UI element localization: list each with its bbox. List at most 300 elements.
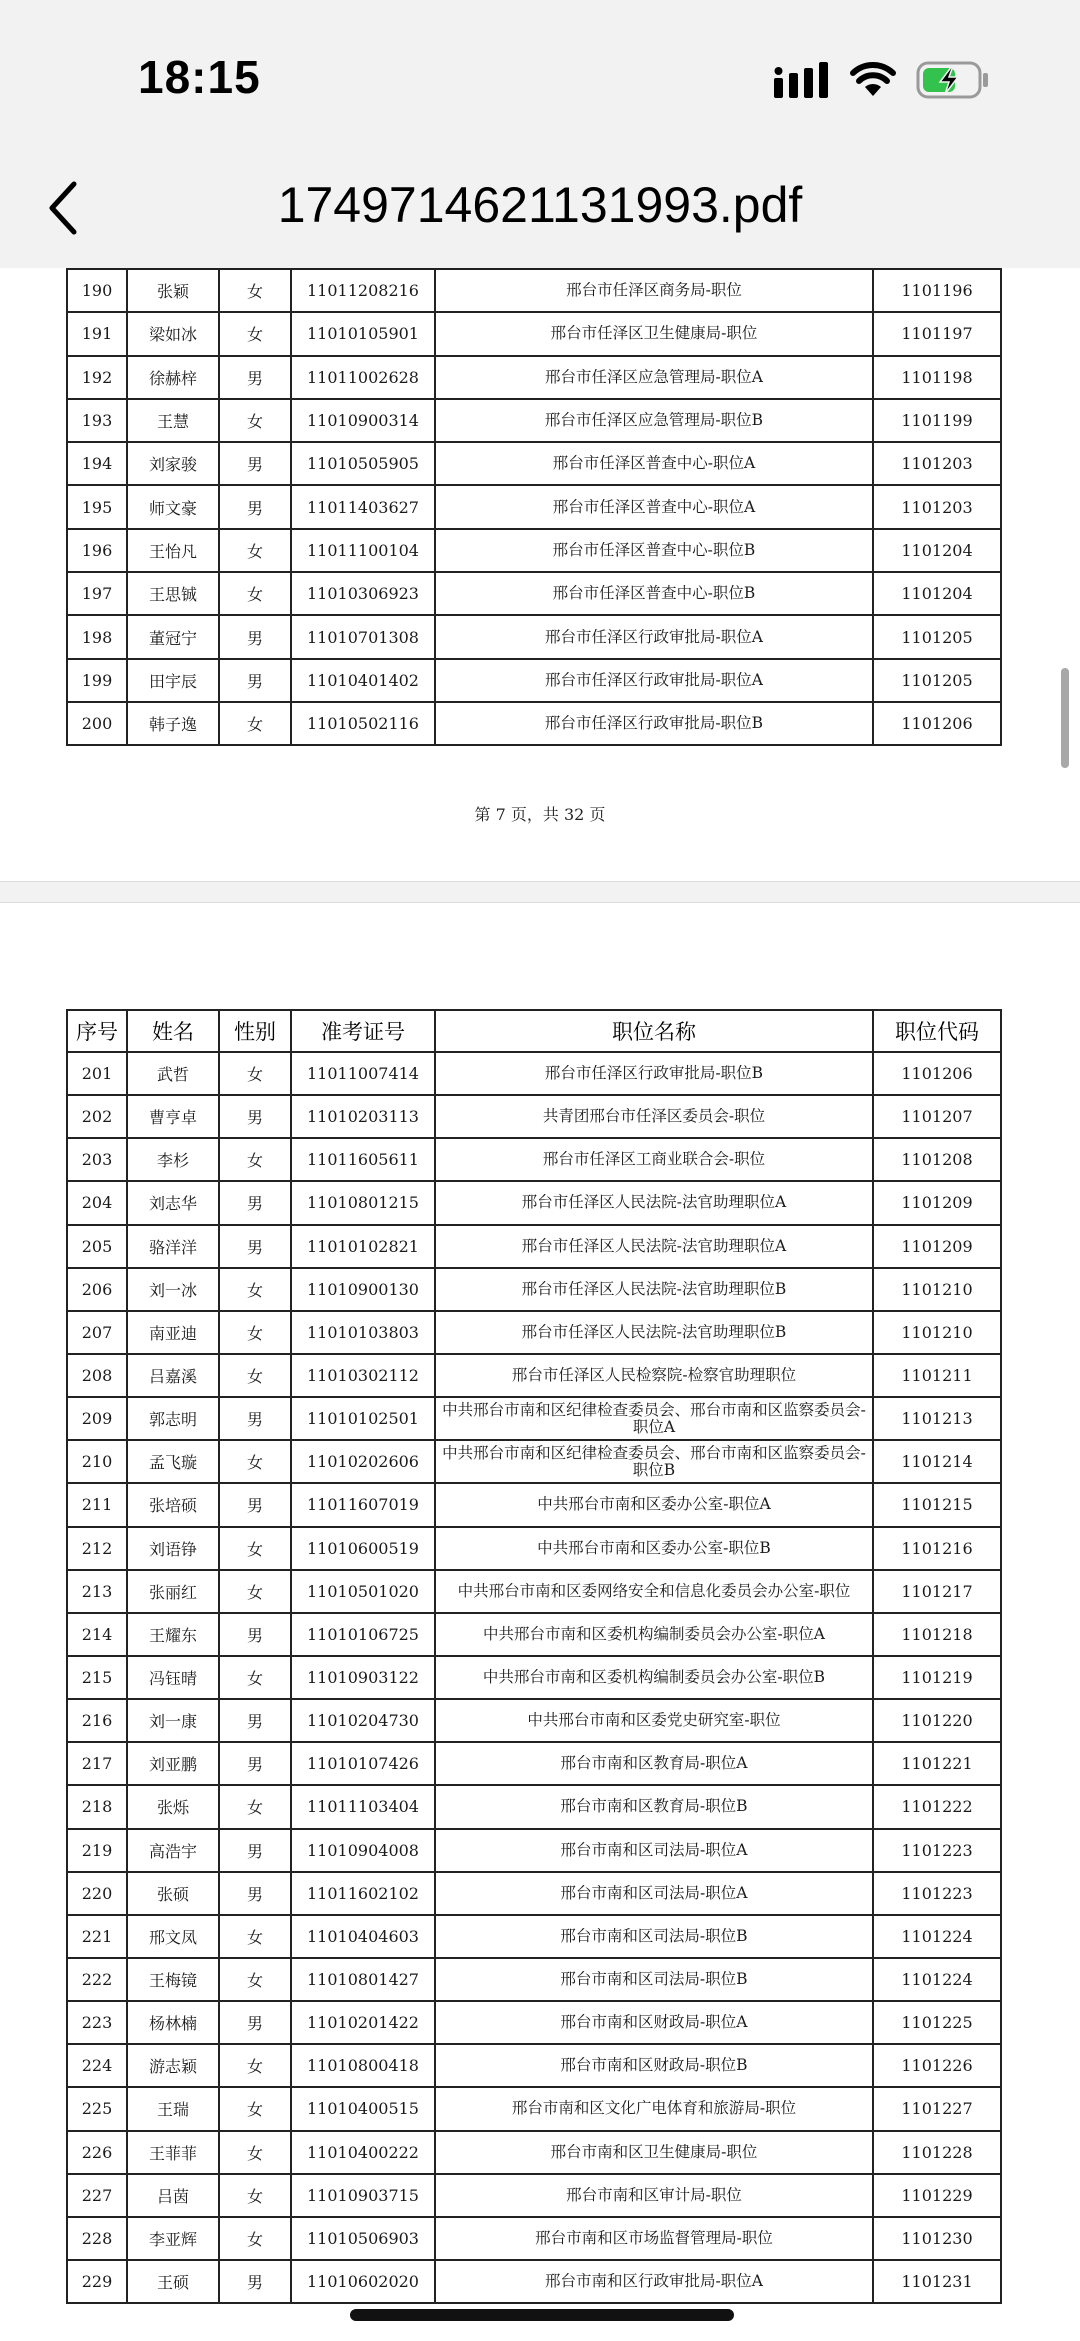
cell-position-name: 邢台市南和区行政审批局-职位A (435, 2260, 873, 2303)
cell-name: 郭志明 (127, 1397, 219, 1440)
cell-ticket-number: 11010701308 (291, 615, 435, 658)
cell-gender: 男 (219, 1613, 291, 1656)
cell-name: 张烁 (127, 1785, 219, 1828)
cell-gender: 女 (219, 312, 291, 355)
cell-position-name: 邢台市任泽区行政审批局-职位B (435, 1052, 873, 1095)
cell-position-code: 1101226 (873, 2044, 1001, 2087)
table-row (67, 615, 1001, 658)
cell-serial: 207 (67, 1311, 127, 1354)
app-header (0, 0, 1080, 268)
table-row (67, 1397, 1001, 1440)
cell-position-name: 中共邢台市南和区委办公室-职位A (435, 1483, 873, 1526)
cell-gender: 女 (219, 2044, 291, 2087)
cell-serial: 218 (67, 1785, 127, 1828)
table-row (67, 1656, 1001, 1699)
cell-ticket-number: 11010400515 (291, 2087, 435, 2130)
cell-name: 高浩宇 (127, 1829, 219, 1872)
table-row (67, 442, 1001, 485)
cell-serial: 214 (67, 1613, 127, 1656)
table-row (67, 1742, 1001, 1785)
cell-gender: 女 (219, 1958, 291, 2001)
cell-ticket-number: 11010903122 (291, 1656, 435, 1699)
cell-position-code: 1101209 (873, 1225, 1001, 1268)
cell-ticket-number: 11010106725 (291, 1613, 435, 1656)
cell-position-code: 1101231 (873, 2260, 1001, 2303)
cell-gender: 男 (219, 2001, 291, 2044)
cell-position-code: 1101199 (873, 399, 1001, 442)
cell-gender: 男 (219, 442, 291, 485)
cell-name: 刘语铮 (127, 1527, 219, 1570)
cell-ticket-number: 11011100104 (291, 529, 435, 572)
cell-name: 王怡凡 (127, 529, 219, 572)
cell-ticket-number: 11010506903 (291, 2217, 435, 2260)
table-row (67, 1483, 1001, 1526)
cell-serial: 224 (67, 2044, 127, 2087)
header-position-code: 职位代码 (873, 1010, 1001, 1052)
table-row (67, 1354, 1001, 1397)
table-row (67, 702, 1001, 745)
cell-gender: 女 (219, 2174, 291, 2217)
cell-ticket-number: 11010602020 (291, 2260, 435, 2303)
cell-ticket-number: 11010306923 (291, 572, 435, 615)
cell-gender: 男 (219, 659, 291, 702)
cell-position-name: 邢台市任泽区行政审批局-职位B (435, 702, 873, 745)
status-time: 18:15 (138, 51, 261, 103)
cell-ticket-number: 11010904008 (291, 1829, 435, 1872)
cell-position-name: 中共邢台市南和区纪律检查委员会、邢台市南和区监察委员会-职位A (435, 1397, 873, 1440)
cell-ticket-number: 11010107426 (291, 1742, 435, 1785)
cell-position-name: 邢台市南和区市场监督管理局-职位 (435, 2217, 873, 2260)
cell-name: 李杉 (127, 1138, 219, 1181)
cell-ticket-number: 11011403627 (291, 485, 435, 528)
table-header-row (67, 1010, 1001, 1052)
cell-position-code: 1101205 (873, 615, 1001, 658)
cell-ticket-number: 11010103803 (291, 1311, 435, 1354)
battery-charging-icon (916, 61, 990, 99)
cell-gender: 女 (219, 1354, 291, 1397)
cell-gender: 男 (219, 356, 291, 399)
cell-position-name: 邢台市任泽区行政审批局-职位A (435, 615, 873, 658)
cell-gender: 男 (219, 1829, 291, 1872)
cell-serial: 215 (67, 1656, 127, 1699)
cell-name: 南亚迪 (127, 1311, 219, 1354)
cell-name: 游志颖 (127, 2044, 219, 2087)
cell-position-name: 邢台市任泽区商务局-职位 (435, 269, 873, 312)
table-row (67, 1268, 1001, 1311)
cell-serial: 213 (67, 1570, 127, 1613)
cell-position-name: 邢台市任泽区人民法院-法官助理职位A (435, 1181, 873, 1224)
cell-position-code: 1101214 (873, 1440, 1001, 1483)
cell-position-code: 1101221 (873, 1742, 1001, 1785)
table-row (67, 1958, 1001, 2001)
cell-position-name: 邢台市任泽区普查中心-职位B (435, 529, 873, 572)
header-ticket-number: 准考证号 (291, 1010, 435, 1052)
cell-gender: 男 (219, 1742, 291, 1785)
cell-position-name: 邢台市任泽区普查中心-职位B (435, 572, 873, 615)
document-title: 1749714621131993.pdf (277, 177, 803, 233)
table-row (67, 399, 1001, 442)
cell-gender: 女 (219, 1440, 291, 1483)
cell-position-code: 1101228 (873, 2131, 1001, 2174)
cell-position-code: 1101216 (873, 1527, 1001, 1570)
cell-gender: 男 (219, 1483, 291, 1526)
cell-ticket-number: 11010801427 (291, 1958, 435, 2001)
cell-serial: 197 (67, 572, 127, 615)
cell-name: 梁如冰 (127, 312, 219, 355)
cell-gender: 女 (219, 1138, 291, 1181)
cell-ticket-number: 11010801215 (291, 1181, 435, 1224)
cell-serial: 203 (67, 1138, 127, 1181)
table-row (67, 1699, 1001, 1742)
cell-name: 徐赫梓 (127, 356, 219, 399)
cell-name: 刘志华 (127, 1181, 219, 1224)
cell-name: 田宇辰 (127, 659, 219, 702)
table-row (67, 312, 1001, 355)
cell-position-code: 1101219 (873, 1656, 1001, 1699)
cell-position-name: 邢台市任泽区人民法院-法官助理职位B (435, 1311, 873, 1354)
table-row (67, 1829, 1001, 1872)
cell-position-name: 邢台市南和区教育局-职位A (435, 1742, 873, 1785)
cell-serial: 200 (67, 702, 127, 745)
cell-ticket-number: 11010302112 (291, 1354, 435, 1397)
cell-ticket-number: 11010600519 (291, 1527, 435, 1570)
cell-ticket-number: 11010404603 (291, 1915, 435, 1958)
cell-gender: 女 (219, 269, 291, 312)
cell-name: 张硕 (127, 1872, 219, 1915)
cell-position-code: 1101224 (873, 1958, 1001, 2001)
cell-position-code: 1101203 (873, 442, 1001, 485)
cell-gender: 女 (219, 1268, 291, 1311)
table-row (67, 1095, 1001, 1138)
cell-serial: 228 (67, 2217, 127, 2260)
table-row (67, 659, 1001, 702)
cell-name: 刘亚鹏 (127, 1742, 219, 1785)
cell-gender: 女 (219, 529, 291, 572)
cell-gender: 男 (219, 1872, 291, 1915)
scroll-indicator[interactable] (1061, 668, 1069, 768)
cell-serial: 205 (67, 1225, 127, 1268)
table-row (67, 1440, 1001, 1483)
cell-gender: 女 (219, 1915, 291, 1958)
cell-name: 王梅镜 (127, 1958, 219, 2001)
cell-ticket-number: 11011002628 (291, 356, 435, 399)
cell-ticket-number: 11010102821 (291, 1225, 435, 1268)
cell-ticket-number: 11010502116 (291, 702, 435, 745)
cell-position-code: 1101223 (873, 1829, 1001, 1872)
cell-gender: 女 (219, 1527, 291, 1570)
cell-serial: 201 (67, 1052, 127, 1095)
cell-position-name: 共青团邢台市任泽区委员会-职位 (435, 1095, 873, 1138)
cell-position-name: 邢台市任泽区普查中心-职位A (435, 442, 873, 485)
table-row (67, 1785, 1001, 1828)
cell-ticket-number: 11011103404 (291, 1785, 435, 1828)
table-row (67, 2087, 1001, 2130)
cell-name: 孟飞璇 (127, 1440, 219, 1483)
table-row (67, 356, 1001, 399)
table-row (67, 2131, 1001, 2174)
cell-ticket-number: 11011605611 (291, 1138, 435, 1181)
cell-ticket-number: 11010204730 (291, 1699, 435, 1742)
cell-position-code: 1101213 (873, 1397, 1001, 1440)
cell-gender: 女 (219, 702, 291, 745)
table-row (67, 1138, 1001, 1181)
cell-serial: 212 (67, 1527, 127, 1570)
cell-position-code: 1101215 (873, 1483, 1001, 1526)
cell-serial: 211 (67, 1483, 127, 1526)
cell-position-code: 1101204 (873, 529, 1001, 572)
cell-position-name: 邢台市任泽区人民法院-法官助理职位B (435, 1268, 873, 1311)
cell-position-code: 1101211 (873, 1354, 1001, 1397)
cell-position-code: 1101223 (873, 1872, 1001, 1915)
cell-name: 王思铖 (127, 572, 219, 615)
candidate-table-page-7 (66, 268, 1002, 746)
table-row (67, 529, 1001, 572)
table-row (67, 1225, 1001, 1268)
cell-gender: 男 (219, 485, 291, 528)
cell-serial: 220 (67, 1872, 127, 1915)
cell-serial: 219 (67, 1829, 127, 1872)
header-name: 姓名 (127, 1010, 219, 1052)
cell-serial: 191 (67, 312, 127, 355)
cell-serial: 223 (67, 2001, 127, 2044)
table-row (67, 1052, 1001, 1095)
table-row (67, 1311, 1001, 1354)
cell-ticket-number: 11011208216 (291, 269, 435, 312)
cell-ticket-number: 11010401402 (291, 659, 435, 702)
cell-position-name: 邢台市任泽区人民法院-法官助理职位A (435, 1225, 873, 1268)
cell-ticket-number: 11010102501 (291, 1397, 435, 1440)
cell-gender: 女 (219, 2087, 291, 2130)
cell-name: 骆洋洋 (127, 1225, 219, 1268)
cell-name: 韩子逸 (127, 702, 219, 745)
cell-position-code: 1101224 (873, 1915, 1001, 1958)
cell-position-code: 1101225 (873, 2001, 1001, 2044)
cell-name: 李亚辉 (127, 2217, 219, 2260)
cell-position-name: 邢台市南和区文化广电体育和旅游局-职位 (435, 2087, 873, 2130)
cell-serial: 192 (67, 356, 127, 399)
wifi-icon (850, 62, 896, 98)
cell-gender: 女 (219, 399, 291, 442)
table-row (67, 572, 1001, 615)
candidate-table-page-8 (66, 1009, 1002, 2304)
cell-ticket-number: 11010900130 (291, 1268, 435, 1311)
cell-position-name: 邢台市南和区教育局-职位B (435, 1785, 873, 1828)
cell-name: 刘一冰 (127, 1268, 219, 1311)
cell-serial: 210 (67, 1440, 127, 1483)
cell-name: 杨林楠 (127, 2001, 219, 2044)
cell-serial: 209 (67, 1397, 127, 1440)
cell-position-code: 1101227 (873, 2087, 1001, 2130)
cell-position-name: 邢台市任泽区卫生健康局-职位 (435, 312, 873, 355)
cell-position-code: 1101217 (873, 1570, 1001, 1613)
table-row (67, 1570, 1001, 1613)
cell-position-code: 1101220 (873, 1699, 1001, 1742)
cell-position-code: 1101205 (873, 659, 1001, 702)
cell-position-code: 1101222 (873, 1785, 1001, 1828)
cell-position-code: 1101230 (873, 2217, 1001, 2260)
cell-position-code: 1101206 (873, 1052, 1001, 1095)
table-row (67, 2044, 1001, 2087)
cell-name: 刘一康 (127, 1699, 219, 1742)
cell-serial: 199 (67, 659, 127, 702)
cell-ticket-number: 11010501020 (291, 1570, 435, 1613)
cell-position-name: 中共邢台市南和区委党史研究室-职位 (435, 1699, 873, 1742)
cell-position-code: 1101218 (873, 1613, 1001, 1656)
cell-name: 王硕 (127, 2260, 219, 2303)
cell-serial: 195 (67, 485, 127, 528)
cell-position-code: 1101207 (873, 1095, 1001, 1138)
header-gender: 性别 (219, 1010, 291, 1052)
cell-serial: 227 (67, 2174, 127, 2217)
cell-position-code: 1101204 (873, 572, 1001, 615)
cell-serial: 216 (67, 1699, 127, 1742)
page-footer: 第 7 页，共 32 页 (474, 805, 606, 824)
cell-gender: 女 (219, 2217, 291, 2260)
cell-position-name: 中共邢台市南和区纪律检查委员会、邢台市南和区监察委员会-职位B (435, 1440, 873, 1483)
cell-position-name: 邢台市南和区司法局-职位A (435, 1829, 873, 1872)
cell-gender: 男 (219, 1699, 291, 1742)
cellular-signal-icon (774, 62, 830, 98)
table-row (67, 2174, 1001, 2217)
cell-position-name: 邢台市南和区审计局-职位 (435, 2174, 873, 2217)
cell-name: 邢文凤 (127, 1915, 219, 1958)
cell-position-code: 1101210 (873, 1311, 1001, 1354)
cell-position-name: 邢台市任泽区应急管理局-职位B (435, 399, 873, 442)
cell-serial: 194 (67, 442, 127, 485)
cell-serial: 204 (67, 1181, 127, 1224)
cell-ticket-number: 11010900314 (291, 399, 435, 442)
header-position-name: 职位名称 (435, 1010, 873, 1052)
pdf-page-7[interactable] (0, 268, 1080, 882)
cell-position-code: 1101208 (873, 1138, 1001, 1181)
cell-serial: 229 (67, 2260, 127, 2303)
cell-gender: 男 (219, 1095, 291, 1138)
cell-name: 吕嘉溪 (127, 1354, 219, 1397)
cell-name: 王耀东 (127, 1613, 219, 1656)
cell-name: 师文豪 (127, 485, 219, 528)
cell-serial: 221 (67, 1915, 127, 1958)
cell-position-name: 邢台市任泽区普查中心-职位A (435, 485, 873, 528)
cell-position-code: 1101209 (873, 1181, 1001, 1224)
cell-ticket-number: 11010203113 (291, 1095, 435, 1138)
cell-name: 刘家骏 (127, 442, 219, 485)
cell-ticket-number: 11011607019 (291, 1483, 435, 1526)
cell-name: 曹亨卓 (127, 1095, 219, 1138)
cell-position-name: 邢台市南和区财政局-职位A (435, 2001, 873, 2044)
table-row (67, 269, 1001, 312)
cell-position-code: 1101197 (873, 312, 1001, 355)
cell-position-code: 1101198 (873, 356, 1001, 399)
cell-name: 王瑞 (127, 2087, 219, 2130)
status-icons (774, 58, 990, 102)
cell-position-name: 中共邢台市南和区委机构编制委员会办公室-职位A (435, 1613, 873, 1656)
cell-ticket-number: 11010903715 (291, 2174, 435, 2217)
cell-ticket-number: 11010202606 (291, 1440, 435, 1483)
table-row (67, 1527, 1001, 1570)
table-row (67, 1872, 1001, 1915)
table-row (67, 2217, 1001, 2260)
cell-ticket-number: 11011602102 (291, 1872, 435, 1915)
cell-gender: 男 (219, 615, 291, 658)
cell-ticket-number: 11010105901 (291, 312, 435, 355)
cell-gender: 女 (219, 1785, 291, 1828)
cell-position-name: 邢台市南和区财政局-职位B (435, 2044, 873, 2087)
cell-position-name: 邢台市任泽区行政审批局-职位A (435, 659, 873, 702)
cell-serial: 225 (67, 2087, 127, 2130)
cell-serial: 196 (67, 529, 127, 572)
cell-serial: 222 (67, 1958, 127, 2001)
cell-position-name: 中共邢台市南和区委网络安全和信息化委员会办公室-职位 (435, 1570, 873, 1613)
cell-position-code: 1101206 (873, 702, 1001, 745)
cell-name: 张颖 (127, 269, 219, 312)
cell-serial: 193 (67, 399, 127, 442)
cell-ticket-number: 11010400222 (291, 2131, 435, 2174)
cell-gender: 女 (219, 2131, 291, 2174)
cell-position-name: 邢台市南和区卫生健康局-职位 (435, 2131, 873, 2174)
cell-gender: 男 (219, 1397, 291, 1440)
table-row (67, 2001, 1001, 2044)
cell-gender: 女 (219, 1311, 291, 1354)
cell-gender: 女 (219, 1052, 291, 1095)
table-row (67, 485, 1001, 528)
cell-serial: 206 (67, 1268, 127, 1311)
cell-position-code: 1101203 (873, 485, 1001, 528)
cell-position-name: 邢台市南和区司法局-职位A (435, 1872, 873, 1915)
cell-serial: 208 (67, 1354, 127, 1397)
cell-ticket-number: 11010505905 (291, 442, 435, 485)
cell-serial: 217 (67, 1742, 127, 1785)
cell-serial: 226 (67, 2131, 127, 2174)
header-serial: 序号 (67, 1010, 127, 1052)
cell-ticket-number: 11010201422 (291, 2001, 435, 2044)
cell-name: 王慧 (127, 399, 219, 442)
cell-name: 冯钰晴 (127, 1656, 219, 1699)
cell-gender: 女 (219, 1570, 291, 1613)
cell-gender: 女 (219, 1656, 291, 1699)
home-indicator[interactable] (350, 2309, 734, 2321)
cell-gender: 男 (219, 2260, 291, 2303)
cell-gender: 男 (219, 1225, 291, 1268)
cell-gender: 女 (219, 572, 291, 615)
cell-position-name: 邢台市任泽区应急管理局-职位A (435, 356, 873, 399)
cell-position-name: 邢台市南和区司法局-职位B (435, 1958, 873, 2001)
cell-serial: 202 (67, 1095, 127, 1138)
cell-position-name: 中共邢台市南和区委办公室-职位B (435, 1527, 873, 1570)
cell-position-code: 1101196 (873, 269, 1001, 312)
cell-gender: 男 (219, 1181, 291, 1224)
table-row (67, 1181, 1001, 1224)
table-row (67, 2260, 1001, 2303)
cell-position-name: 邢台市任泽区工商业联合会-职位 (435, 1138, 873, 1181)
cell-serial: 190 (67, 269, 127, 312)
cell-name: 武哲 (127, 1052, 219, 1095)
table-row (67, 1613, 1001, 1656)
cell-name: 张丽红 (127, 1570, 219, 1613)
pdf-page-8[interactable] (0, 902, 1080, 2341)
cell-ticket-number: 11011007414 (291, 1052, 435, 1095)
cell-name: 董冠宁 (127, 615, 219, 658)
cell-name: 吕茵 (127, 2174, 219, 2217)
cell-name: 张培硕 (127, 1483, 219, 1526)
cell-serial: 198 (67, 615, 127, 658)
cell-name: 王菲菲 (127, 2131, 219, 2174)
cell-position-code: 1101210 (873, 1268, 1001, 1311)
cell-position-name: 中共邢台市南和区委机构编制委员会办公室-职位B (435, 1656, 873, 1699)
table-row (67, 1915, 1001, 1958)
cell-position-code: 1101229 (873, 2174, 1001, 2217)
cell-position-name: 邢台市南和区司法局-职位B (435, 1915, 873, 1958)
cell-position-name: 邢台市任泽区人民检察院-检察官助理职位 (435, 1354, 873, 1397)
